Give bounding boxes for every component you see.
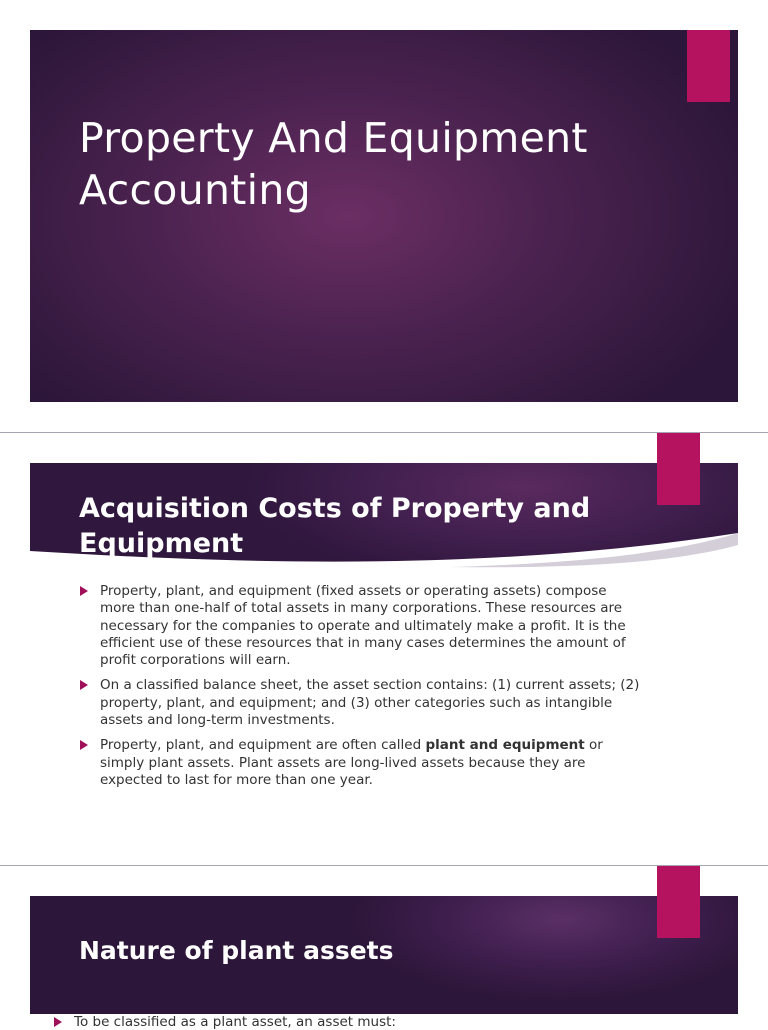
bullet-text: Property, plant, and equipment (fixed assets or operating assets) compose more than one-half of total assets in many corporations. These resources are necessary for the companies to operate and ultimately make a profit. It is the efficient use of these resources that in many cases determines the amount of profit corporations will earn.: [100, 583, 626, 669]
bullet-text-after: or simply plant assets. Plant assets are long-lived assets because they are expected to last for more than one year.: [100, 737, 603, 788]
bullet-item: [54, 1014, 674, 1030]
slide-title: Property And Equipment Accounting: [79, 114, 588, 214]
bullet-item: [80, 737, 640, 789]
slide-3: [0, 866, 768, 1030]
bullet-item: [80, 583, 640, 669]
accent-tab: [687, 30, 730, 102]
slide-heading: Nature of plant assets: [79, 936, 394, 965]
slide-1: [0, 0, 768, 432]
triangle-bullet-icon: [54, 1017, 62, 1027]
slide-heading: Acquisition Costs of Property and Equipment: [79, 493, 591, 559]
triangle-bullet-icon: [80, 586, 88, 596]
title-panel: [30, 30, 738, 402]
accent-tab: [657, 433, 700, 505]
bullet-text: To be classified as a plant asset, an asset must:: [74, 1014, 396, 1030]
bullet-bold-term: plant and equipment: [425, 737, 585, 754]
bullet-list: [80, 583, 640, 797]
bullet-item: [80, 677, 640, 729]
slide-2: [0, 433, 768, 865]
bullet-text-before: Property, plant, and equipment are often called: [100, 737, 426, 754]
triangle-bullet-icon: [80, 740, 88, 750]
bullet-text: On a classified balance sheet, the asset section contains: (1) current assets; (2) property, plant, and equipment; and (3) other categories such as intangible assets and long-term investments.: [100, 677, 640, 729]
accent-tab: [657, 866, 700, 938]
triangle-bullet-icon: [80, 680, 88, 690]
